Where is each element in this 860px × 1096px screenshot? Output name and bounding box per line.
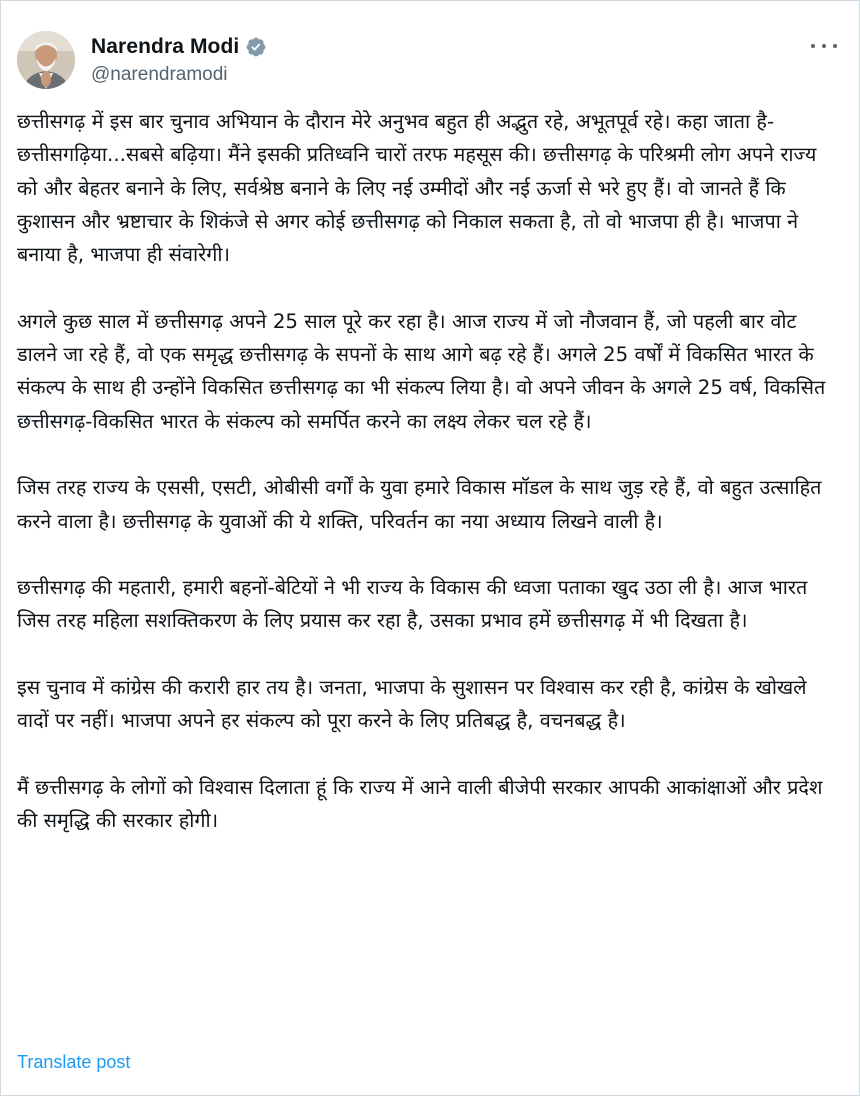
post-paragraph: छत्तीसगढ़ में इस बार चुनाव अभियान के दौरान मेरे अनुभव बहुत ही अद्भुत रहे, अभूतपूर्व रहे। कहा जाता है- छत्तीसगढ़िया...सबसे बढ़िया। मैंने इसकी प्रतिध्वनि चारों तरफ महसूस की। छत्तीसगढ़ के परिश्रमी लोग अपने राज्य को और बेहतर बनाने के लिए, सर्वश्रेष्ठ बनाने के लिए नई उम्मीदों और नई ऊर्जा से भरे हुए हैं। वो जानते हैं कि कुशासन और भ्रष्टाचार के शिकंजे से अगर कोई छत्तीसगढ़ को निकाल सकता है, तो वो भाजपा ही है। भाजपा ने बनाया है, भाजपा ही संवारेगी। [17, 110, 817, 267]
post-paragraph: अगले कुछ साल में छत्तीसगढ़ अपने 25 साल पूरे कर रहा है। आज राज्य में जो नौजवान हैं, जो पहली बार वोट डालने जा रहे हैं, वो एक समृद्ध छत्तीसगढ़ के सपनों के साथ आगे बढ़ रहे हैं। अगले 25 वर्षों में विकसित भारत के संकल्प के साथ ही उन्होंने विकसित छत्तीसगढ़ का भी संकल्प लिया है। वो अपने जीवन के अगले 25 वर्ष, विकसित छत्तीसगढ़-विकसित भारत के संकल्प को समर्पित करने का लक्ष्य लेकर चल रहे हैं। [17, 309, 826, 433]
verified-badge-icon[interactable] [245, 36, 267, 58]
display-name[interactable]: Narendra Modi [91, 35, 240, 58]
more-options-icon[interactable] [811, 39, 837, 53]
translate-post-link[interactable]: Translate post [17, 1052, 131, 1072]
post-paragraph: जिस तरह राज्य के एससी, एसटी, ओबीसी वर्गों के युवा हमारे विकास मॉडल के साथ जुड़ रहे हैं, वो बहुत उत्साहित करने वाला है। छत्तीसगढ़ के युवाओं की ये शक्ति, परिवर्तन का नया अध्याय लिखने वाली है। [17, 476, 822, 533]
name-row [91, 35, 267, 59]
post-text [17, 105, 839, 871]
handle[interactable]: @narendramodi [91, 64, 228, 85]
post-paragraph: इस चुनाव में कांग्रेस की करारी हार तय है। जनता, भाजपा के सुशासन पर विश्वास कर रही है, कांग्रेस के खोखले वादों पर नहीं। भाजपा अपने हर संकल्प को पूरा करने के लिए प्रतिबद्ध है, वचनबद्ध है। [17, 676, 807, 733]
avatar[interactable] [17, 31, 75, 89]
profile-photo [17, 31, 75, 89]
post-header [17, 31, 845, 95]
post-paragraph: मैं छत्तीसगढ़ के लोगों को विश्वास दिलाता हूं कि राज्य में आने वाली बीजेपी सरकार आपकी आकांक्षाओं और प्रदेश की समृद्धि की सरकार होगी। [17, 775, 823, 833]
post-paragraph: छत्तीसगढ़ की महतारी, हमारी बहनों-बेटियों ने भी राज्य के विकास की ध्वजा पताका खुद उठा ली है। आज भारत जिस तरह महिला सशक्तिकरण के लिए प्रयास कर रहा है, उसका प्रभाव हमें छत्तीसगढ़ में भी दिखता है। [17, 576, 808, 633]
